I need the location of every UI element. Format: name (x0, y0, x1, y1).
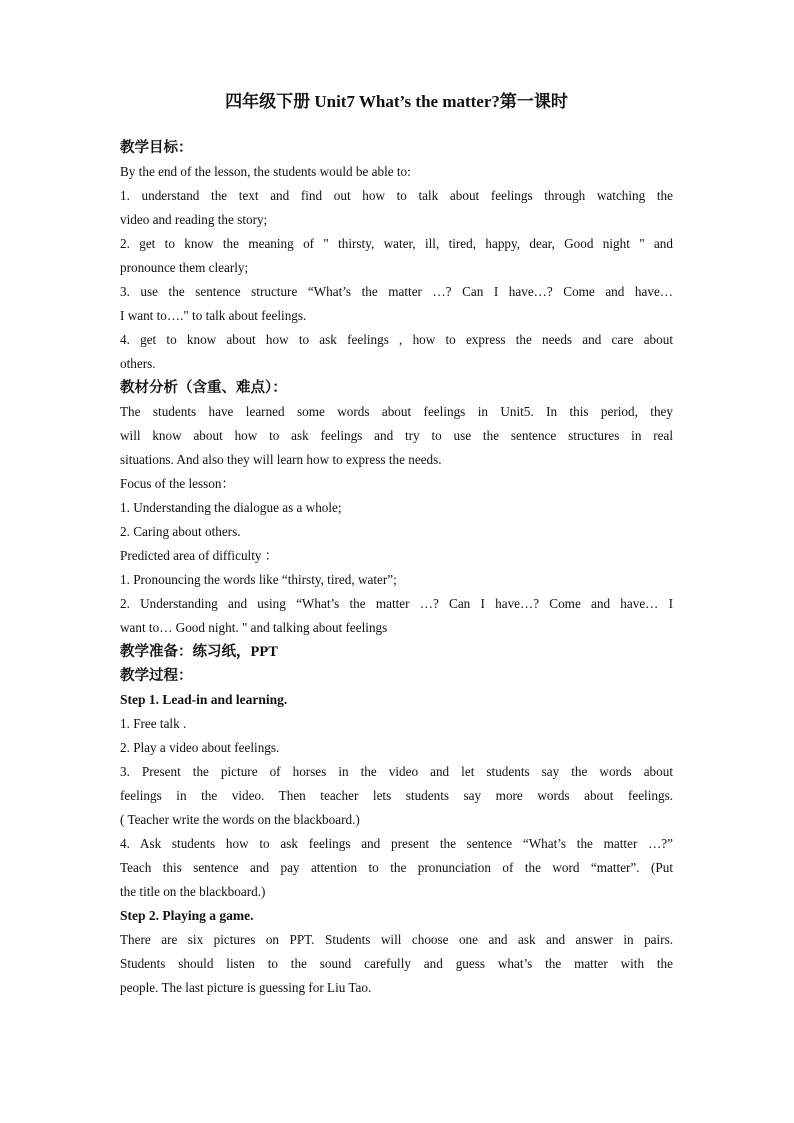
analysis-line: Predicted area of difficulty ： (120, 548, 278, 563)
analysis-line: 2. Understanding and using “What’s the matter …? Can I have…? Come and have… I (120, 596, 673, 611)
step1-line: 1. Free talk . (120, 716, 187, 731)
step2-line: Students should listen to the sound carefully and guess what’s the matter with the (120, 956, 673, 971)
objectives-line: pronounce them clearly; (120, 260, 249, 275)
process-heading: 教学过程： (120, 668, 193, 684)
step1-line: Teach this sentence and pay attention to the pronunciation of the word “matter”. (Put (120, 860, 673, 875)
step2-line: There are six pictures on PPT. Students will choose one and ask and answer in pairs. (120, 932, 673, 947)
objectives-line: 2. get to know the meaning of " thirsty, water, ill, tired, happy, dear, Good night " and (120, 236, 673, 251)
step2-title: Step 2. Playing a game. (120, 908, 254, 923)
objectives-line: 4. get to know about how to ask feelings , how to express the needs and care about (120, 332, 673, 347)
objectives-line: I want to…." to talk about feelings. (120, 308, 307, 323)
step1-line: feelings in the video. Then teacher lets students say more words about feelings. (120, 788, 673, 803)
objectives-heading: 教学目标： (120, 140, 193, 156)
analysis-line: 1. Pronouncing the words like “thirsty, tired, water”; (120, 572, 397, 587)
analysis-line: Focus of the lesson： (120, 476, 235, 491)
step1-line: ( Teacher write the words on the blackboard.) (120, 812, 360, 827)
objectives-line: By the end of the lesson, the students would be able to: (120, 164, 411, 179)
analysis-line: want to… Good night. " and talking about feelings (120, 620, 388, 635)
analysis-line: 2. Caring about others. (120, 524, 241, 539)
document-page (120, 90, 673, 1000)
step1-title: Step 1. Lead-in and learning. (120, 692, 288, 707)
document-title: 四年级下册 Unit7 What’s the matter?第一课时 (225, 92, 568, 111)
objectives-line: 3. use the sentence structure “What’s the matter …? Can I have…? Come and have… (120, 284, 673, 299)
analysis-line: The students have learned some words about feelings in Unit5. In this period, they (120, 404, 673, 419)
step2-line: people. The last picture is guessing for Liu Tao. (120, 980, 372, 995)
step1-line: 4. Ask students how to ask feelings and present the sentence “What’s the matter …?” (120, 836, 673, 851)
analysis-line: 1. Understanding the dialogue as a whole; (120, 500, 342, 515)
step1-line: the title on the blackboard.) (120, 884, 266, 899)
step1-line: 2. Play a video about feelings. (120, 740, 280, 755)
analysis-line: situations. And also they will learn how to express the needs. (120, 452, 442, 467)
objectives-line: 1. understand the text and find out how to talk about feelings through watching the (120, 188, 673, 203)
analysis-line: will know about how to ask feelings and try to use the sentence structures in real (120, 428, 673, 443)
preparation-heading: 教学准备：练习纸，PPT (120, 644, 278, 660)
step1-line: 3. Present the picture of horses in the video and let students say the words about (120, 764, 673, 779)
objectives-line: video and reading the story; (120, 212, 268, 227)
analysis-heading: 教材分析（含重、难点）： (120, 380, 287, 396)
objectives-line: others. (120, 356, 156, 371)
